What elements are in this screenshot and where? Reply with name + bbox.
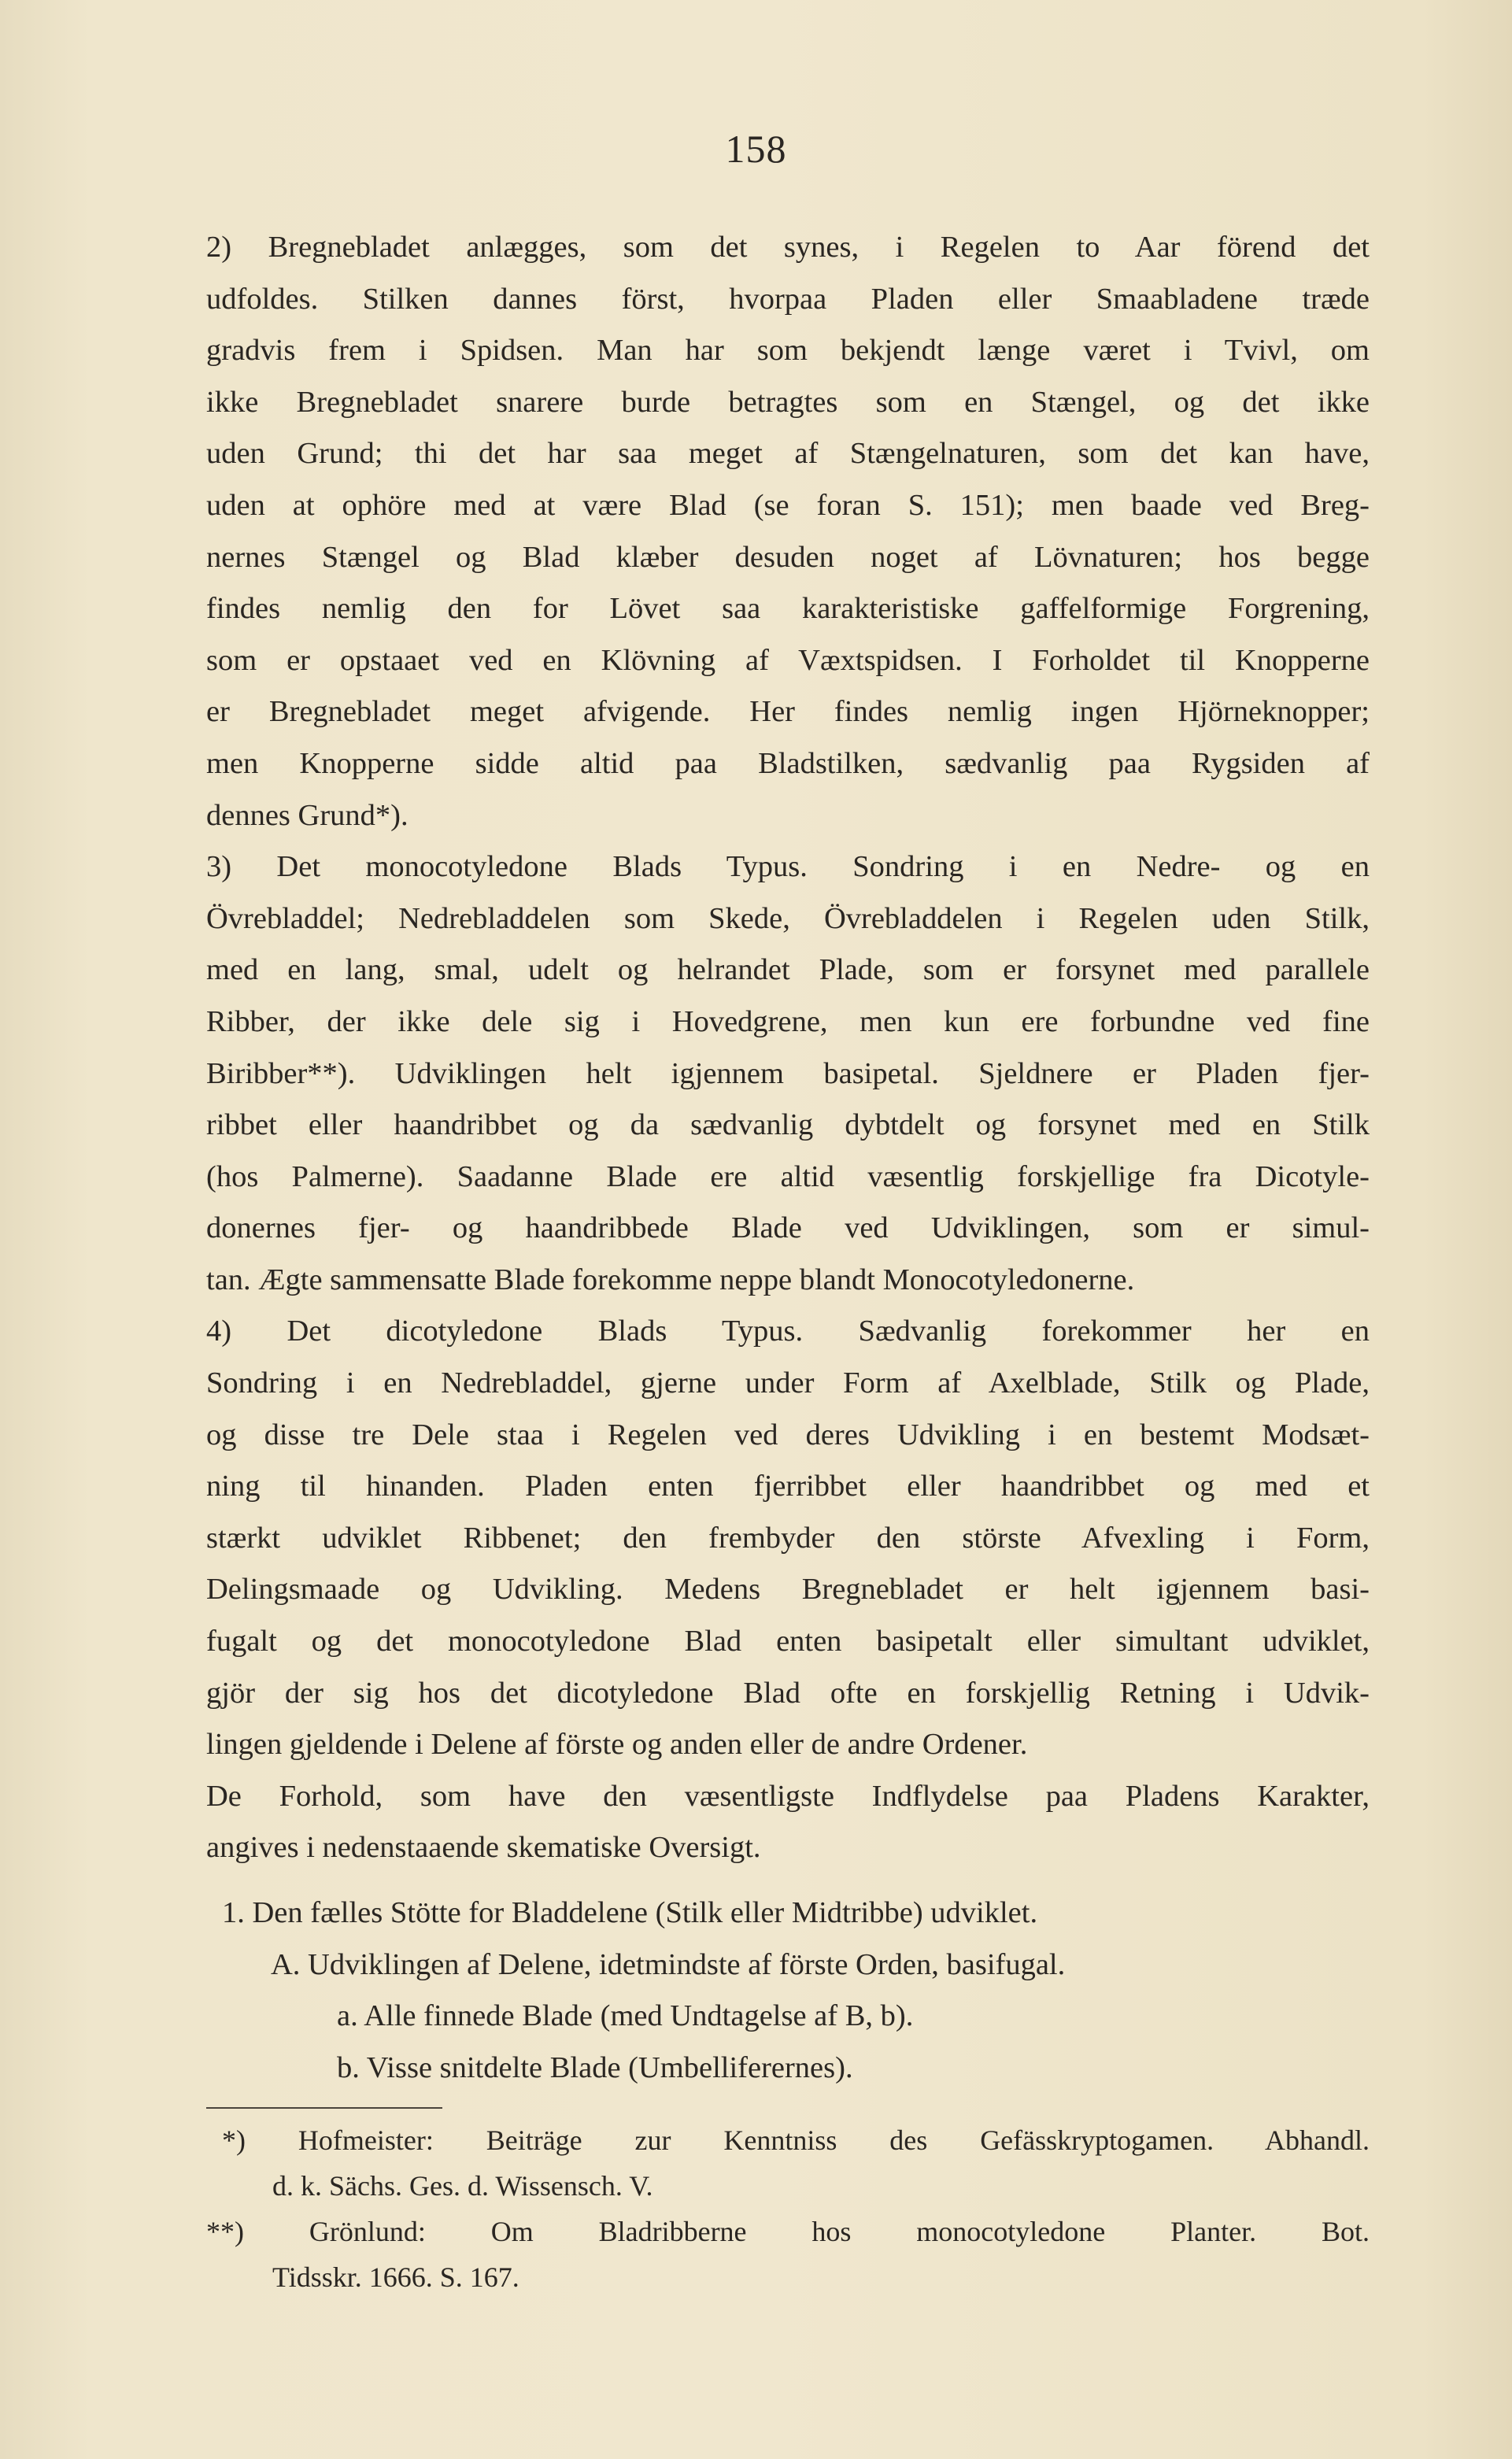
paragraph-monocotyledon: [206, 841, 1370, 1306]
schematic-outline: [206, 1888, 1370, 2094]
outline-item-1: 1. Den fælles Stötte for Bladdelene (Stilk eller Midtribbe) udviklet.: [222, 1896, 1038, 1929]
outline-item-A: A. Udviklingen af Delene, idetmindste af förste Orden, basifugal.: [271, 1947, 1066, 1981]
text-line: stærkt udviklet Ribbenet; den frembyder den störste Afvexling i Form,: [206, 1521, 1370, 1555]
text-line: ikke Bregnebladet snarere burde betragtes som en Stængel, og det ikke: [206, 385, 1370, 419]
text-line: 4) Det dicotyledone Blads Typus. Sædvanlig forekommer her en: [206, 1315, 1370, 1348]
text-line: Sondring i en Nedrebladdel, gjerne under Form af Axelblade, Stilk og Plade,: [206, 1366, 1370, 1400]
text-line: ribbet eller haandribbet og da sædvanlig dybtdelt og forsynet med en Stilk: [206, 1108, 1370, 1142]
text-line: er Bregnebladet meget afvigende. Her findes nemlig ingen Hjörneknopper;: [206, 695, 1370, 729]
text-line: som er opstaaet ved en Klövning af Væxtspidsen. I Forholdet til Knopperne: [206, 643, 1370, 677]
text-line: og disse tre Dele staa i Regelen ved deres Udvikling i en bestemt Modsæt-: [206, 1418, 1370, 1451]
text-line: Övrebladdel; Nedrebladdelen som Skede, Övrebladdelen i Regelen uden Stilk,: [206, 901, 1370, 935]
footnote-2-continued: Tidsskr. 1666. S. 167.: [272, 2261, 519, 2293]
text-line: men Knopperne sidde altid paa Bladstilken, sædvanlig paa Rygsiden af: [206, 746, 1370, 780]
outline-item-a: a. Alle finnede Blade (med Undtagelse af B, b).: [337, 1999, 914, 2033]
text-line: (hos Palmerne). Saadanne Blade ere altid væsentlig forskjellige fra Dicotyle-: [206, 1159, 1370, 1193]
text-line: Ribber, der ikke dele sig i Hovedgrene, men kun ere forbundne ved fine: [206, 1004, 1370, 1038]
page-number: 158: [725, 127, 787, 171]
text-line: fugalt og det monocotyledone Blad enten basipetalt eller simultant udviklet,: [206, 1625, 1370, 1658]
text-line: 2) Bregnebladet anlægges, som det synes, i Regelen to Aar förend det: [206, 231, 1370, 264]
text-line: med en lang, smal, udelt og helrandet Plade, som er forsynet med parallele: [206, 953, 1370, 987]
text-line: angives i nedenstaaende skematiske Oversigt.: [206, 1831, 761, 1865]
text-line: ning til hinanden. Pladen enten fjerribbet eller haandribbet og med et: [206, 1470, 1370, 1503]
text-line: tan. Ægte sammensatte Blade forekomme neppe blandt Monocotyledonerne.: [206, 1263, 1135, 1296]
outline-item-b: b. Visse snitdelte Blade (Umbelliferernes).: [337, 2050, 853, 2084]
text-line: findes nemlig den for Lövet saa karakteristiske gaffelformige Forgrening,: [206, 592, 1370, 626]
text-line: donernes fjer- og haandribbede Blade ved Udviklingen, som er simul-: [206, 1211, 1370, 1245]
text-line: udfoldes. Stilken dannes först, hvorpaa Pladen eller Smaabladene træde: [206, 282, 1370, 316]
text-line: dennes Grund*).: [206, 798, 408, 832]
body-text: [206, 222, 1370, 1874]
footnote-divider: [206, 2107, 442, 2109]
footnote-1-continued: d. k. Sächs. Ges. d. Wissensch. V.: [272, 2170, 653, 2202]
text-line: De Forhold, som have den væsentligste Indflydelse paa Pladens Karakter,: [206, 1779, 1370, 1813]
text-line: lingen gjeldende i Delene af förste og anden eller de andre Ordener.: [206, 1728, 1028, 1762]
text-line: Delingsmaade og Udvikling. Medens Bregnebladet er helt igjennem basi-: [206, 1573, 1370, 1607]
text-line: Biribber**). Udviklingen helt igjennem basipetal. Sjeldnere er Pladen fjer-: [206, 1056, 1370, 1090]
footnotes: [206, 2117, 1370, 2300]
paragraph-bregneblad: [206, 222, 1370, 841]
text-line: nernes Stængel og Blad klæber desuden noget af Lövnaturen; hos begge: [206, 540, 1370, 574]
paragraph-dicotyledon: [206, 1306, 1370, 1770]
text-line: uden Grund; thi det har saa meget af Stængelnaturen, som det kan have,: [206, 437, 1370, 471]
footnote-1: *) Hofmeister: Beiträge zur Kenntniss des Gefässkryptogamen. Abhandl.: [222, 2124, 1370, 2156]
footnote-2: **) Grönlund: Om Bladribberne hos monocotyledone Planter. Bot.: [206, 2216, 1370, 2247]
paragraph-forhold: [206, 1771, 1370, 1874]
text-line: gjör der sig hos det dicotyledone Blad ofte en forskjellig Retning i Udvik-: [206, 1676, 1370, 1710]
text-line: uden at ophöre med at være Blad (se foran S. 151); men baade ved Breg-: [206, 488, 1370, 522]
text-line: 3) Det monocotyledone Blads Typus. Sondring i en Nedre- og en: [206, 850, 1370, 884]
text-line: gradvis frem i Spidsen. Man har som bekjendt længe været i Tvivl, om: [206, 334, 1370, 368]
